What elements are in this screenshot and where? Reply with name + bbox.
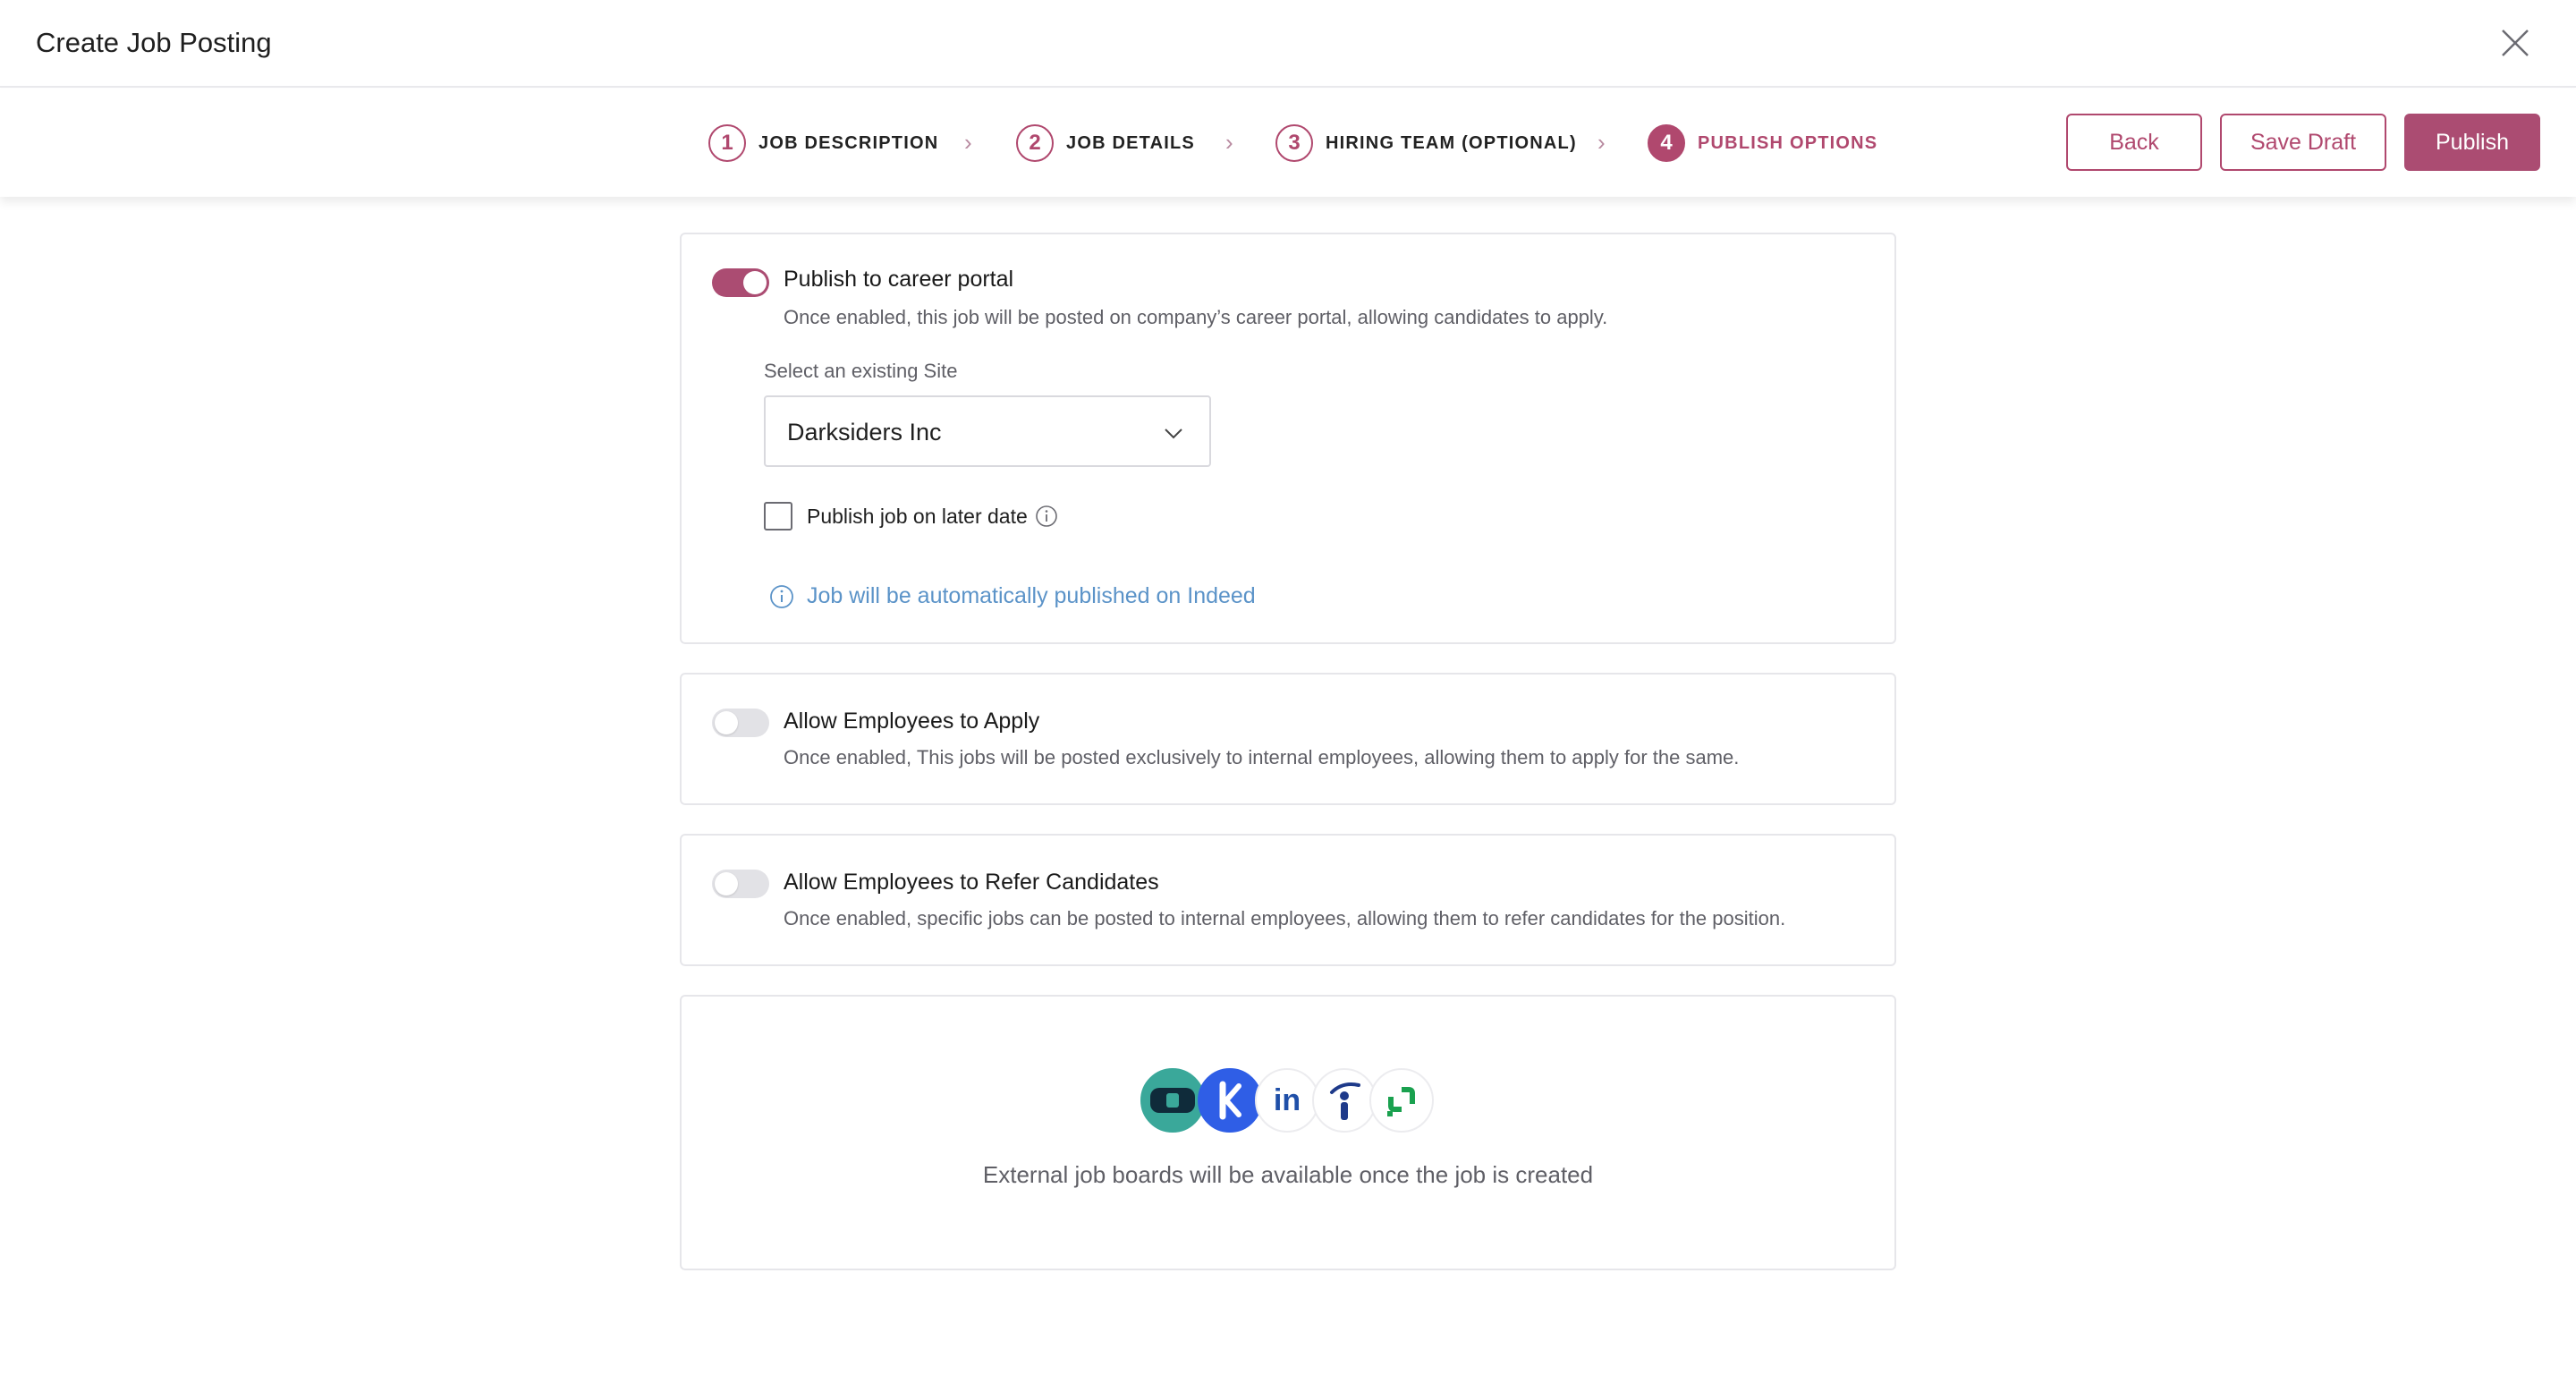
step-label: PUBLISH OPTIONS [1698,132,1878,153]
indeed-logo [1312,1068,1377,1133]
careerbuilder-logo [1140,1068,1205,1133]
toggle-knob [743,271,767,294]
employees-apply-description: Once enabled, This jobs will be posted exclusively to internal employees, allowing them to apply for the same. [784,746,1740,768]
step-publish-options[interactable] [1648,123,1877,163]
chevron-right-icon: › [964,129,972,156]
step-label: HIRING TEAM (OPTIONAL) [1326,132,1577,153]
career-portal-heading: Publish to career portal [784,267,1014,292]
site-select[interactable] [764,395,1211,467]
employees-refer-heading: Allow Employees to Refer Candidates [784,870,1159,895]
toggle-knob [715,711,738,734]
step-number: 4 [1648,124,1685,162]
employees-apply-card [680,673,1896,805]
step-number: 2 [1016,124,1054,162]
external-boards-message: External job boards will be available once the job is created [982,1161,1594,1188]
later-date-row [764,501,1058,531]
back-button[interactable]: Back [2066,114,2202,171]
employees-refer-card [680,834,1896,966]
career-portal-toggle[interactable] [712,268,769,297]
employees-apply-heading: Allow Employees to Apply [784,709,1040,734]
step-job-description[interactable] [708,123,938,163]
employees-refer-toggle[interactable] [712,870,769,898]
step-number: 3 [1275,124,1313,162]
job-board-logos [1140,1068,1445,1133]
later-date-label: Publish job on later date [807,504,1028,528]
employees-apply-toggle[interactable] [712,709,769,737]
chevron-right-icon: › [1225,129,1233,156]
chevron-down-icon [1163,422,1184,444]
top-bar [0,0,2576,88]
step-label: JOB DETAILS [1066,132,1195,153]
step-job-details[interactable] [1016,123,1195,163]
career-portal-description: Once enabled, this job will be posted on company’s career portal, allowing candidates to apply. [784,306,1608,328]
close-icon[interactable] [2497,25,2533,61]
site-select-value: Darksiders Inc [787,419,942,446]
step-hiring-team[interactable] [1275,123,1577,163]
info-icon[interactable] [1035,505,1058,528]
step-label: JOB DESCRIPTION [758,132,939,153]
page-title: Create Job Posting [36,27,272,58]
step-number: 1 [708,124,746,162]
publish-button[interactable]: Publish [2404,114,2540,171]
glassdoor-logo [1369,1068,1434,1133]
site-select-label: Select an existing Site [764,360,958,382]
chevron-right-icon: › [1597,129,1606,156]
linkedin-logo-text: in [1273,1082,1301,1117]
external-boards-card [680,995,1896,1270]
later-date-checkbox[interactable] [764,502,792,530]
info-icon [769,584,794,609]
indeed-notice-text: Job will be automatically published on Indeed [807,583,1256,608]
kalibrr-logo [1198,1068,1262,1133]
employees-refer-description: Once enabled, specific jobs can be posted to internal employees, allowing them to refer candidates for the position. [784,907,1786,929]
linkedin-logo [1255,1068,1319,1133]
toggle-knob [715,872,738,895]
save-draft-button[interactable]: Save Draft [2220,114,2386,171]
stepper-bar [0,89,2576,197]
career-portal-card [680,233,1896,644]
indeed-notice [769,583,1256,609]
